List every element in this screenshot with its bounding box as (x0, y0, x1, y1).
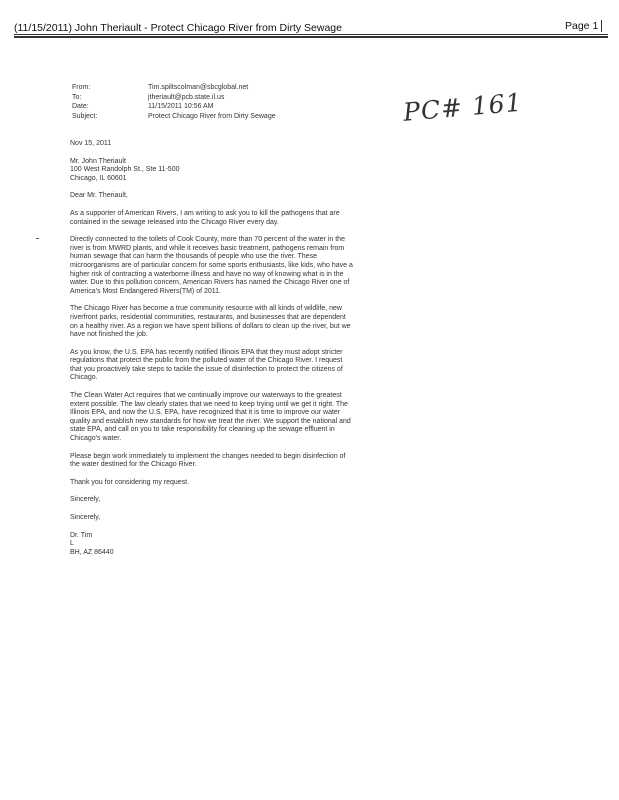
from-label: From: (72, 84, 91, 91)
date-label: Date: (72, 103, 89, 111)
from-row (72, 83, 276, 93)
signature-line: BH, AZ 86440 (70, 548, 114, 556)
date-value: 11/15/2011 10:56 AM (148, 103, 214, 111)
date-row (72, 102, 276, 112)
letter-date: Nov 15, 2011 (70, 140, 112, 147)
to-value: jtheriault@pcb.state.il.us (148, 93, 225, 101)
page-number-label: Page 1 (562, 20, 602, 32)
to-label: To: (72, 93, 82, 101)
from-value: Tim.spiltscolman@sbcglobal.net (148, 84, 249, 91)
to-row (72, 93, 276, 103)
closing: Sincerely, (70, 514, 101, 521)
signature-line: Dr. Tim (70, 531, 93, 539)
paragraph: The Chicago River has become a true community resource with all kinds of wildlife, new riverfront parks, residential communities, restaurants, and businesses that are dependent on a healthy river. As a region we have spent billions of dollars to clean up the river, but we have not finished the job. (70, 305, 351, 339)
email-metadata (72, 83, 276, 122)
paragraph: Please begin work immediately to implement the changes needed to begin disinfection of the water destined for the Chicago River. (70, 452, 346, 469)
closing: Sincerely, (70, 496, 101, 504)
signature-line: L (70, 540, 74, 548)
salutation: Dear Mr. Theriault, (70, 192, 128, 200)
header-rule-top (14, 34, 608, 35)
paragraph: As you know, the U.S. EPA has recently notified Illinois EPA that they must adopt stricter regulations that protect the public from the polluted water of the Chicago River. I request that you proactively take steps to tackle the issue of disinfection to protect the citizens of Chicago. (70, 348, 343, 382)
document-header-title: (11/15/2011) John Theriault - Protect Chicago River from Dirty Sewage (14, 22, 342, 34)
signature-block (70, 532, 355, 558)
paragraph: Thank you for considering my request. (70, 478, 190, 486)
handwritten-pc-stamp: PC# 161 (402, 87, 524, 127)
address-line: Mr. John Theriault (70, 157, 126, 165)
address-line: Chicago, IL 60601 (70, 174, 127, 182)
subject-row (72, 112, 276, 122)
paragraph: As a supporter of American Rivers, I am writing to ask you to kill the pathogens that are contained in the sewage released into the Chicago River every day. (70, 209, 340, 226)
paragraph: Directly connected to the toilets of Cook County, more than 70 percent of the water in the river is from MWRD plants, and while it receives basic treatment, pathogens remain from human sewage that can harm the thousands of people who use the river. These microorganisms are of particular concern for some sports enthusiasts, like kids, who have a higher risk of contracting a waterborne illness and have no way of knowing what is in the water. Due to this pollution concern, American Rivers has named the Chicago River one of America's Most Endangered Rivers(TM) of 2011. (70, 236, 353, 295)
letter-body (70, 140, 355, 566)
address-line: 100 West Randolph St., Ste 11-500 (70, 166, 180, 174)
recipient-address (70, 158, 355, 184)
margin-mark (36, 238, 39, 239)
subject-label: Subject: (72, 113, 98, 121)
header-rule-bottom (14, 36, 608, 38)
paragraph: The Clean Water Act requires that we continually improve our waterways to the greatest extent possible. The law clearly states that we need to keep trying until we get it right. The Illinois EPA, and now the U.S. EPA, have recognized that it is time to improve our water quality and establish new standards for how we treat the river. We support the national and state EPA, and call on you to take responsibility for cleaning up the sewage effluent in Chicago's water. (70, 392, 351, 443)
subject-value: Protect Chicago River from Dirty Sewage (148, 113, 276, 121)
